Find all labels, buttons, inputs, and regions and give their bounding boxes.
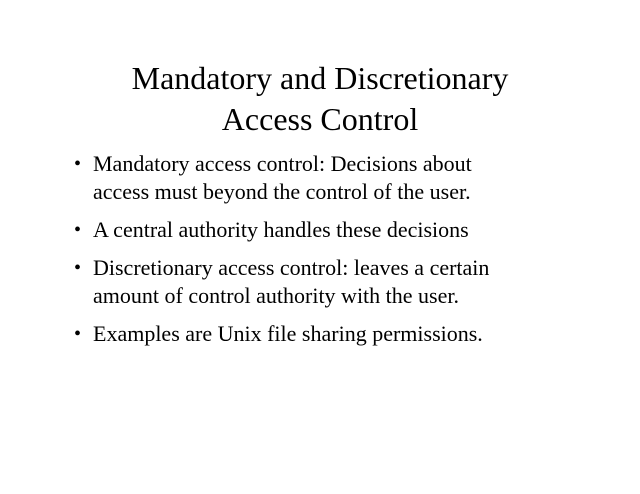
bullet-item-mandatory [72, 150, 592, 206]
slide-title [0, 58, 640, 140]
bullet-text-line-2: access must beyond the control of the user. [93, 179, 471, 204]
bullet-icon: • [74, 153, 82, 175]
title-line-1: Mandatory and Discretionary [131, 60, 509, 96]
bullet-list [72, 150, 592, 358]
bullet-item-examples [72, 320, 592, 348]
bullet-text-line-1: Mandatory access control: Decisions about [93, 151, 472, 176]
bullet-text-line-1: Discretionary access control: leaves a certain [93, 255, 490, 280]
bullet-icon: • [74, 219, 82, 241]
bullet-text-line-1: A central authority handles these decisions [93, 217, 469, 242]
bullet-text-line-2: amount of control authority with the user. [93, 283, 459, 308]
bullet-item-central-authority [72, 216, 592, 244]
bullet-icon: • [74, 323, 82, 345]
bullet-icon: • [74, 257, 82, 279]
title-line-2: Access Control [221, 101, 419, 137]
bullet-text-line-1: Examples are Unix file sharing permissions. [93, 321, 483, 346]
bullet-item-discretionary [72, 254, 592, 310]
